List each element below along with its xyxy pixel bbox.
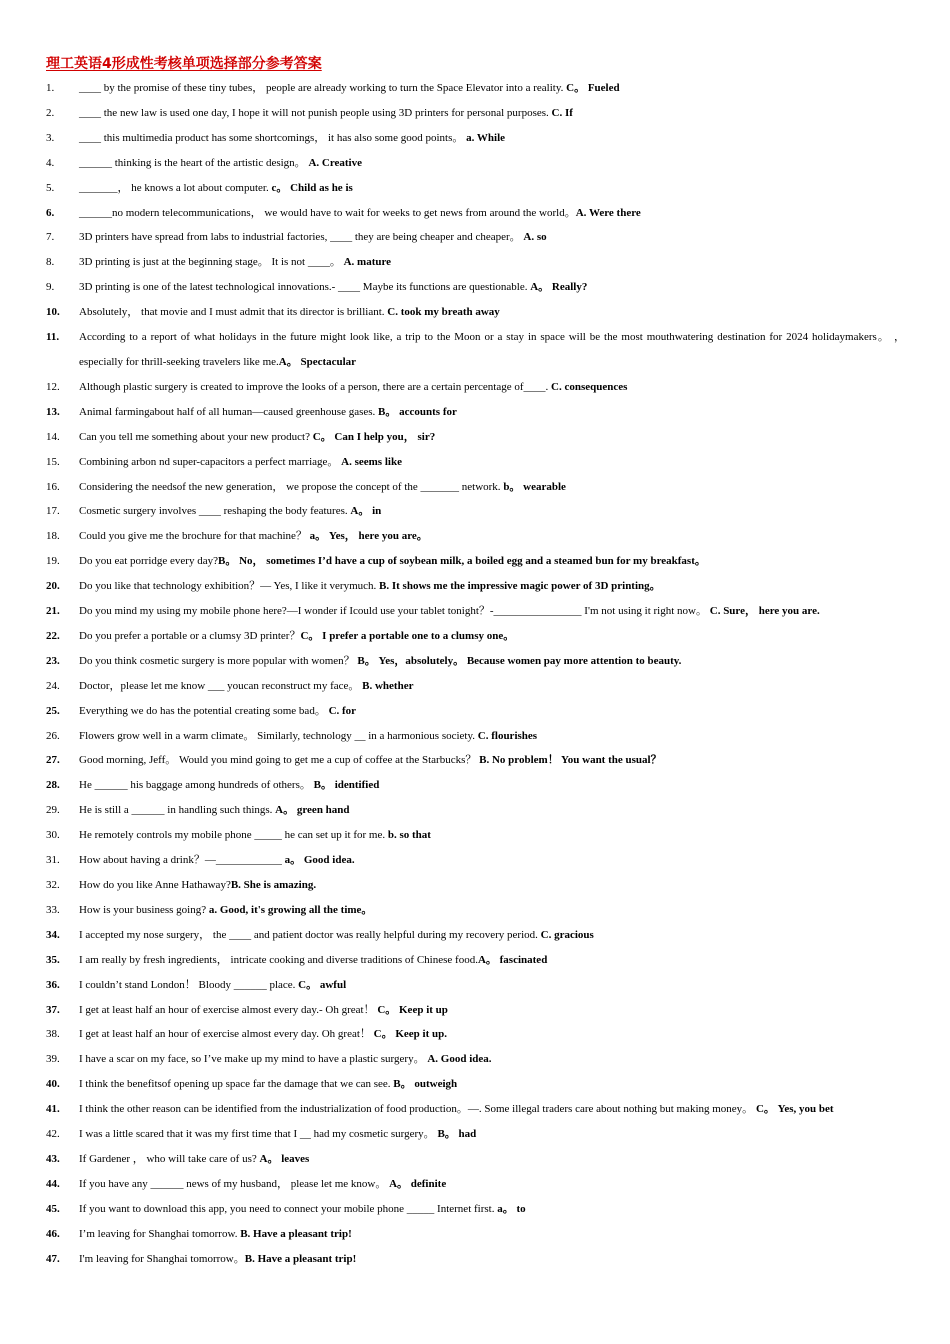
question-item <box>0 1247 950 1272</box>
question-text <box>79 325 908 375</box>
question-list <box>0 76 950 1272</box>
question-text <box>79 1072 905 1097</box>
question-item <box>0 1147 950 1172</box>
answer-text: B. whether <box>362 679 414 692</box>
answer-text: A。 Really? <box>530 281 588 294</box>
question-stem: I think the benefitsof opening up space far the damage that we can see. <box>79 1078 394 1091</box>
question-item <box>0 151 950 176</box>
question-number: 28. <box>46 779 60 792</box>
question-number: 42. <box>46 1128 60 1141</box>
question-item <box>0 300 950 325</box>
answer-text: a. While <box>466 131 506 144</box>
question-item <box>0 101 950 126</box>
answer-text: B。 identified <box>313 779 380 792</box>
question-number: 3. <box>46 131 55 144</box>
question-number: 29. <box>46 804 60 817</box>
question-stem: If you have any ______ news of my husband， please let me know。 <box>79 1177 390 1190</box>
question-stem: He ______ his baggage among hundreds of others。 <box>79 779 314 792</box>
question-text <box>79 450 905 475</box>
question-stem: Could you give me the brochure for that machine？ <box>79 530 310 543</box>
question-item <box>0 724 950 749</box>
question-stem: Do you mind my using my mobile phone here?—I wonder if Icould use your tablet tonight？-________________ I'm not using it right now。 <box>79 605 710 618</box>
question-number: 10. <box>46 306 60 319</box>
question-item <box>0 225 950 250</box>
answer-text: A。 in <box>350 505 382 518</box>
answer-text: C。 Yes, you bet <box>755 1103 834 1116</box>
question-stem: ______no modern telecommunications， we would have to wait for weeks to get news from around the world。 <box>79 206 576 219</box>
answer-text: a。 Yes， here you are。 <box>309 530 428 543</box>
question-stem: Considering the needsof the new generation， we propose the concept of the _______ network. <box>79 480 504 493</box>
question-number: 45. <box>46 1202 60 1215</box>
question-text <box>79 948 905 973</box>
question-item <box>0 649 950 674</box>
answer-text: B. She is amazing. <box>230 879 317 891</box>
question-text <box>79 76 905 101</box>
question-number: 38. <box>46 1028 60 1041</box>
question-number: 14. <box>46 430 60 443</box>
answer-text: B。 outweigh <box>393 1078 458 1091</box>
question-item <box>0 1022 950 1047</box>
question-item <box>0 923 950 948</box>
question-item <box>0 201 950 226</box>
answer-text: C. for <box>328 704 357 717</box>
question-stem: I'm leaving for Shanghai tomorrow。 <box>79 1252 245 1265</box>
question-number: 6. <box>46 206 55 219</box>
question-number: 39. <box>46 1053 60 1066</box>
answer-text: C. Sure， here you are. <box>709 605 820 618</box>
question-text <box>79 225 905 250</box>
question-stem: Do you like that technology exhibition？— Yes, I like it verymuch. <box>79 580 380 593</box>
question-text <box>79 475 905 500</box>
answer-text: a。 Good idea. <box>284 854 355 867</box>
question-text <box>79 823 905 848</box>
question-stem: I am really by fresh ingredients， intricate cooking and diverse traditions of Chinese food. <box>79 953 478 966</box>
question-text <box>79 1097 905 1122</box>
answer-text: A。 green hand <box>275 804 350 817</box>
question-item <box>0 574 950 599</box>
question-text <box>79 748 905 773</box>
page-title: 理工英语4形成性考核单项选择部分参考答案 <box>46 56 322 72</box>
answer-text: b. so that <box>387 829 431 842</box>
question-stem: 3D printers have spread from labs to industrial factories, ____ they are being cheaper and cheaper。 <box>79 231 524 244</box>
question-item <box>0 998 950 1023</box>
question-text <box>79 998 905 1023</box>
answer-text: B. Have a pleasant trip! <box>240 1227 352 1240</box>
question-item <box>0 599 950 624</box>
question-stem: Flowers grow well in a warm climate。 Similarly, technology __ in a harmonious society. <box>79 729 478 742</box>
question-text <box>79 1147 905 1172</box>
question-text <box>79 201 905 226</box>
question-text <box>79 973 905 998</box>
question-stem: I think the other reason can be identified from the industrialization of food production。—. Some illegal traders care about nothing but making money。 <box>79 1103 756 1116</box>
question-number: 25. <box>46 704 60 717</box>
question-stem: Absolutely， that movie and I must admit that its director is brilliant. <box>79 306 388 319</box>
question-item <box>0 250 950 275</box>
question-text <box>79 151 905 176</box>
answer-text: B. Have a pleasant trip! <box>244 1252 357 1265</box>
question-number: 26. <box>46 729 60 742</box>
answer-text: a. Good, it's growing all the time。 <box>208 903 373 916</box>
question-stem: According to a report of what holidays in the future might look like, a trip to the Moon or a stay in space will be the most mouthwatering destination for 2024 holidaymakers。 ， especially for thrill-seeking travelers like me. <box>79 331 908 368</box>
question-number: 35. <box>46 953 60 966</box>
answer-text: c。 Child as he is <box>271 181 353 194</box>
question-number: 7. <box>46 231 55 244</box>
answer-text: B. No problem！ You want the usual？ <box>479 754 662 767</box>
answer-text: A. mature <box>343 256 392 269</box>
question-stem: _______， he knows a lot about computer. <box>79 181 272 194</box>
question-text <box>79 674 905 699</box>
question-number: 5. <box>46 181 55 194</box>
question-number: 12. <box>46 380 60 393</box>
question-item <box>0 400 950 425</box>
question-item <box>0 499 950 524</box>
question-number: 32. <box>46 879 60 891</box>
question-stem: He is still a ______ in handling such things. <box>79 804 276 817</box>
question-stem: I accepted my nose surgery， the ____ and patient doctor was really helpful during my recovery period. <box>79 928 541 941</box>
question-item <box>0 176 950 201</box>
question-number: 44. <box>46 1177 60 1190</box>
question-item <box>0 773 950 798</box>
answer-text: A。 fascinated <box>477 953 548 966</box>
question-number: 27. <box>46 754 60 767</box>
question-stem: How is your business going? <box>79 903 209 916</box>
question-stem: Do you prefer a portable or a clumsy 3D printer？ <box>79 629 301 642</box>
question-item <box>0 699 950 724</box>
question-stem: 3D printing is just at the beginning stage。 It is not ____。 <box>79 256 344 269</box>
question-number: 20. <box>46 580 60 593</box>
question-item <box>0 1097 950 1122</box>
question-text <box>79 126 905 151</box>
question-stem: Although plastic surgery is created to improve the looks of a person, there are a certain percentage of____. <box>79 380 552 393</box>
answer-text: b。 wearable <box>503 480 566 493</box>
question-item <box>0 325 950 375</box>
question-number: 19. <box>46 555 60 568</box>
question-number: 30. <box>46 829 60 842</box>
answer-text: C. took my breath away <box>387 306 500 319</box>
question-number: 24. <box>46 679 60 692</box>
question-item <box>0 425 950 450</box>
answer-text: B. It shows me the impressive magic power of 3D printing。 <box>379 580 661 593</box>
answer-text: C。 I prefer a portable one to a clumsy one。 <box>300 629 515 642</box>
answer-text: C。 Keep it up <box>377 1003 448 1016</box>
question-stem: Everything we do has the potential creating some bad。 <box>79 704 329 717</box>
question-number: 1. <box>46 82 55 94</box>
question-stem: Do you eat porridge every day? <box>79 555 218 568</box>
answer-text: A。 Spectacular <box>278 355 357 368</box>
question-number: 11. <box>46 331 60 344</box>
question-stem: ____ the new law is used one day, I hope it will not punish people using 3D printers for personal purposes. <box>79 106 552 119</box>
question-text <box>79 499 905 524</box>
question-stem: Animal farmingabout half of all human—caused greenhouse gases. <box>79 405 379 418</box>
question-stem: Can you tell me something about your new product? <box>79 430 313 443</box>
answer-text: a。 to <box>497 1202 526 1215</box>
question-item <box>0 375 950 400</box>
question-text <box>79 574 905 599</box>
answer-text: C。 Fueled <box>566 82 620 94</box>
question-item <box>0 475 950 500</box>
question-text <box>79 400 905 425</box>
question-item <box>0 1197 950 1222</box>
question-stem: Combining arbon nd super-capacitors a perfect marriage。 <box>79 455 342 468</box>
question-stem: I get at least half an hour of exercise almost every day.- Oh great！ <box>79 1003 378 1016</box>
question-number: 47. <box>46 1252 60 1265</box>
question-item <box>0 450 950 475</box>
question-item <box>0 1222 950 1247</box>
question-text <box>79 1197 905 1222</box>
answer-text: B。 accounts for <box>378 405 457 418</box>
question-text <box>79 624 905 649</box>
question-item <box>0 674 950 699</box>
question-text <box>79 1247 905 1272</box>
question-text <box>79 898 905 923</box>
question-number: 34. <box>46 928 60 941</box>
answer-text: A。 leaves <box>259 1152 310 1165</box>
question-number: 15. <box>46 455 60 468</box>
question-number: 17. <box>46 505 60 518</box>
question-number: 4. <box>46 156 55 169</box>
question-number: 21. <box>46 605 60 618</box>
question-stem: ____ by the promise of these tiny tubes， people are already working to turn the Space Elevator into a reality. <box>79 82 567 94</box>
question-text <box>79 549 905 574</box>
question-number: 22. <box>46 629 60 642</box>
answer-text: C。 Can I help you， sir? <box>312 430 436 443</box>
question-text <box>79 848 905 873</box>
question-item <box>0 76 950 101</box>
question-text <box>79 1222 905 1247</box>
answer-text: A。 definite <box>389 1177 447 1190</box>
question-item <box>0 1072 950 1097</box>
question-item <box>0 798 950 823</box>
answer-text: C. flourishes <box>477 729 538 742</box>
question-stem: Cosmetic surgery involves ____ reshaping the body features. <box>79 505 351 518</box>
answer-text: C。 awful <box>298 978 347 991</box>
answer-text: A. so <box>523 231 547 244</box>
question-number: 31. <box>46 854 60 867</box>
question-text <box>79 375 905 400</box>
question-text <box>79 300 905 325</box>
question-stem: How do you like Anne Hathaway? <box>79 879 231 891</box>
question-stem: 3D printing is one of the latest technological innovations.- ____ Maybe its functions are questionable. <box>79 281 531 294</box>
question-stem: Doctor，please let me know ___ youcan reconstruct my face。 <box>79 679 363 692</box>
question-number: 8. <box>46 256 55 269</box>
question-stem: He remotely controls my mobile phone _____ he can set up it for me. <box>79 829 388 842</box>
question-text <box>79 524 905 549</box>
question-stem: I couldn’t stand London！ Bloody ______ place. <box>79 978 299 991</box>
question-text <box>79 101 905 126</box>
answer-text: A. Creative <box>308 156 362 169</box>
question-number: 18. <box>46 530 60 543</box>
question-stem: Do you think cosmetic surgery is more popular with women？ <box>79 654 358 667</box>
question-stem: I was a little scared that it was my first time that I __ had my cosmetic surgery。 <box>79 1128 438 1141</box>
answer-text: B。 had <box>437 1128 477 1141</box>
question-number: 23. <box>46 654 60 667</box>
question-item <box>0 823 950 848</box>
question-number: 2. <box>46 106 55 119</box>
question-text <box>79 1172 905 1197</box>
question-item <box>0 848 950 873</box>
question-number: 40. <box>46 1078 60 1091</box>
question-item <box>0 748 950 773</box>
question-item <box>0 126 950 151</box>
question-stem: ______ thinking is the heart of the artistic design。 <box>79 156 309 169</box>
question-text <box>79 275 905 300</box>
question-stem: ____ this multimedia product has some shortcomings， it has also some good points。 <box>79 131 467 144</box>
answer-text: A. seems like <box>341 455 402 468</box>
answer-text: C。 Keep it up. <box>373 1028 447 1041</box>
question-number: 9. <box>46 281 55 294</box>
question-text <box>79 1122 905 1147</box>
question-stem: I get at least half an hour of exercise almost every day. Oh great！ <box>79 1028 374 1041</box>
question-number: 33. <box>46 903 60 916</box>
answer-text: A. Were there <box>575 206 641 219</box>
question-item <box>0 1122 950 1147</box>
question-text <box>79 724 905 749</box>
question-number: 16. <box>46 480 60 493</box>
question-number: 43. <box>46 1152 60 1165</box>
question-item <box>0 948 950 973</box>
question-item <box>0 524 950 549</box>
question-item <box>0 624 950 649</box>
question-stem: How about having a drink？—____________ <box>79 854 285 867</box>
answer-text: C. gracious <box>540 928 594 941</box>
question-stem: Good morning, Jeff。 Would you mind going to get me a cup of coffee at the Starbucks？ <box>79 754 480 767</box>
question-text <box>79 425 905 450</box>
question-item <box>0 1047 950 1072</box>
question-stem: If Gardener ， who will take care of us? <box>79 1152 260 1165</box>
question-number: 37. <box>46 1003 60 1016</box>
question-text <box>79 1022 905 1047</box>
question-number: 46. <box>46 1227 60 1240</box>
question-text <box>79 923 905 948</box>
question-item <box>0 898 950 923</box>
question-item <box>0 973 950 998</box>
answer-text: C. If <box>551 106 573 119</box>
question-number: 13. <box>46 405 60 418</box>
question-stem: If you want to download this app, you need to connect your mobile phone _____ Internet first. <box>79 1202 498 1215</box>
question-stem: I have a scar on my face, so I’ve make up my mind to have a plastic surgery。 <box>79 1053 428 1066</box>
question-number: 41. <box>46 1103 60 1116</box>
question-text <box>79 250 905 275</box>
answer-text: B。 No， sometimes I’d have a cup of soybean milk, a boiled egg and a steamed bun for my breakfast。 <box>217 555 706 568</box>
question-text <box>79 599 905 624</box>
question-text <box>79 1047 905 1072</box>
question-text <box>79 798 905 823</box>
question-text <box>79 699 905 724</box>
question-number: 36. <box>46 978 60 991</box>
answer-text: A. Good idea. <box>427 1053 492 1066</box>
question-item <box>0 549 950 574</box>
question-text <box>79 773 905 798</box>
answer-text: B。 Yes，absolutely。 Because women pay more attention to beauty. <box>357 654 682 667</box>
question-text <box>79 176 905 201</box>
question-item <box>0 1172 950 1197</box>
answer-text: C. consequences <box>551 380 628 393</box>
question-item <box>0 873 950 898</box>
question-stem: I’m leaving for Shanghai tomorrow. <box>79 1227 241 1240</box>
question-item <box>0 275 950 300</box>
question-text <box>79 873 905 898</box>
question-text <box>79 649 905 674</box>
